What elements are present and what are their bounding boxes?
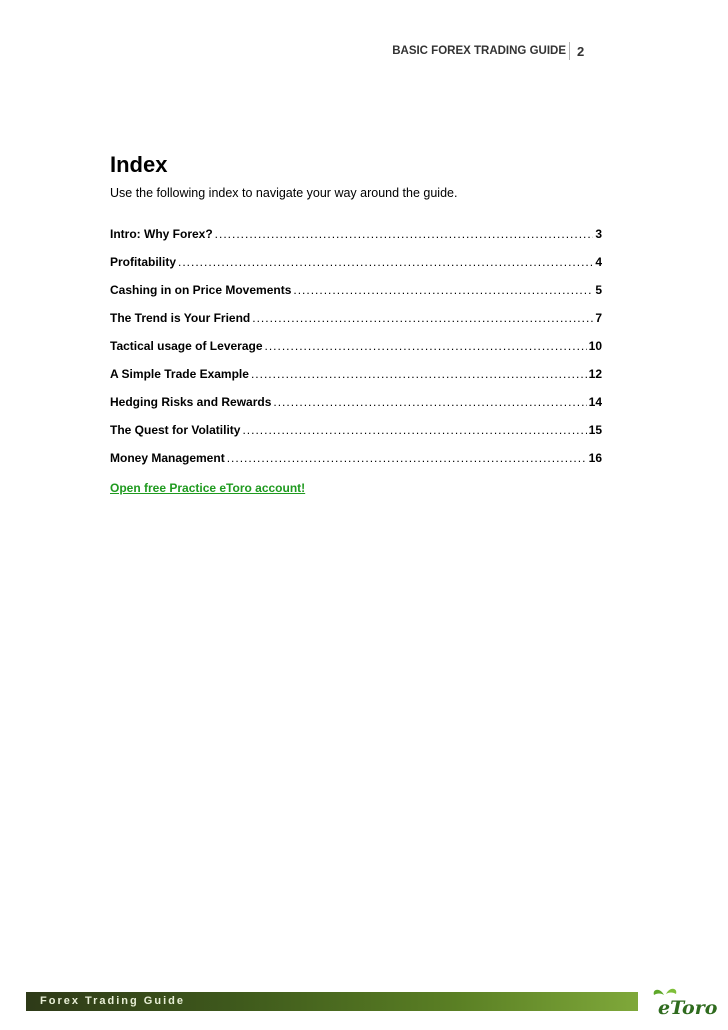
toc-entry-label: Profitability xyxy=(110,255,177,269)
toc-entry-volatility[interactable] xyxy=(110,423,602,451)
dot-leader xyxy=(242,423,586,437)
toc-entry-label: Intro: Why Forex? xyxy=(110,227,213,241)
toc-entry-page: 5 xyxy=(595,283,602,297)
toc-entry-page: 10 xyxy=(588,339,602,353)
dot-leader xyxy=(265,339,587,353)
toc-entry-label: Cashing in on Price Movements xyxy=(110,283,292,297)
dot-leader xyxy=(273,395,586,409)
open-practice-account-link[interactable]: Open free Practice eToro account! xyxy=(110,481,306,495)
dot-leader xyxy=(227,451,587,465)
table-of-contents xyxy=(110,227,602,479)
dot-leader xyxy=(252,311,593,325)
etoro-logo xyxy=(650,985,720,1025)
page-header xyxy=(0,40,728,62)
index-intro-text: Use the following index to navigate your way around the guide. xyxy=(110,186,458,200)
toc-entry-page: 4 xyxy=(595,255,602,269)
footer-banner xyxy=(26,992,638,1011)
header-divider xyxy=(569,42,570,60)
toc-entry-profitability[interactable] xyxy=(110,255,602,283)
footer-label: Forex Trading Guide xyxy=(40,995,185,1007)
toc-entry-label: The Trend is Your Friend xyxy=(110,311,251,325)
dot-leader xyxy=(178,255,593,269)
toc-entry-page: 3 xyxy=(595,227,602,241)
toc-entry-trade-example[interactable] xyxy=(110,367,602,395)
toc-entry-label: Money Management xyxy=(110,451,225,465)
toc-entry-intro[interactable] xyxy=(110,227,602,255)
logo-wordmark: eToro xyxy=(658,997,718,1019)
dot-leader xyxy=(251,367,587,381)
dot-leader xyxy=(215,227,594,241)
toc-entry-page: 14 xyxy=(588,395,602,409)
toc-entry-price-movements[interactable] xyxy=(110,283,602,311)
toc-entry-label: Tactical usage of Leverage xyxy=(110,339,263,353)
toc-entry-leverage[interactable] xyxy=(110,339,602,367)
document-title: BASIC FOREX TRADING GUIDE xyxy=(392,45,566,57)
index-heading: Index xyxy=(110,152,168,177)
toc-entry-label: Hedging Risks and Rewards xyxy=(110,395,272,409)
toc-entry-trend[interactable] xyxy=(110,311,602,339)
toc-entry-page: 12 xyxy=(588,367,602,381)
toc-entry-label: A Simple Trade Example xyxy=(110,367,249,381)
toc-entry-hedging[interactable] xyxy=(110,395,602,423)
toc-entry-label: The Quest for Volatility xyxy=(110,423,241,437)
toc-entry-page: 7 xyxy=(595,311,602,325)
toc-entry-money-management[interactable] xyxy=(110,451,602,479)
toc-entry-page: 15 xyxy=(588,423,602,437)
page-number: 2 xyxy=(577,44,585,59)
toc-entry-page: 16 xyxy=(588,451,602,465)
dot-leader xyxy=(293,283,593,297)
